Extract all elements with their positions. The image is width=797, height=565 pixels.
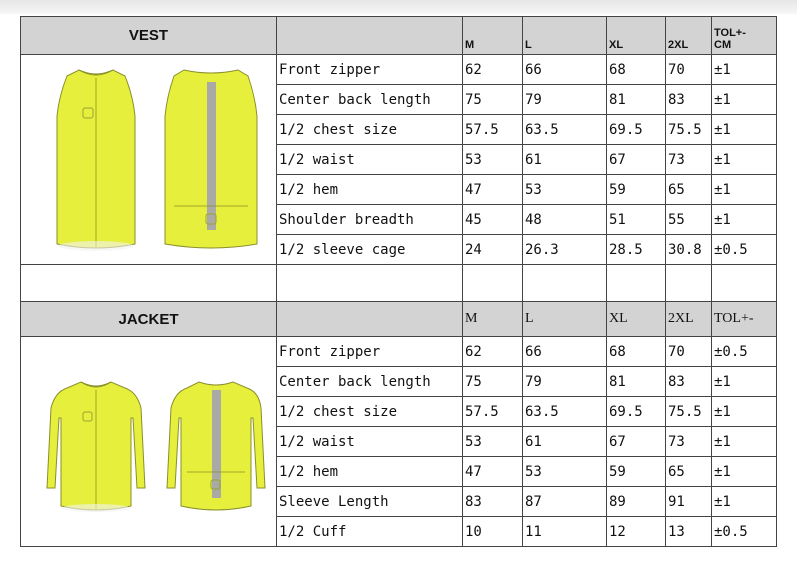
jacket-cell: 10 [463,517,523,547]
vest-col-xl: XL [607,17,666,55]
jacket-col-2xl: 2XL [666,302,712,337]
vest-cell: ±1 [712,85,777,115]
jacket-cell: 91 [666,487,712,517]
jacket-cell: 13 [666,517,712,547]
size-chart-table [20,16,777,547]
jacket-cell: 47 [463,457,523,487]
jacket-col-l: L [523,302,607,337]
vest-cell: ±1 [712,145,777,175]
vest-row-label: 1/2 chest size [277,115,463,145]
vest-cell: ±1 [712,55,777,85]
window-top-bar [0,0,797,14]
vest-col-tol: TOL+- CM [712,17,777,55]
spacer-cell [607,265,666,302]
vest-header-label-cell [277,17,463,55]
jacket-cell: ±1 [712,487,777,517]
jacket-cell: ±1 [712,367,777,397]
jacket-title: JACKET [21,302,277,337]
jacket-cell: 57.5 [463,397,523,427]
vest-cell: 65 [666,175,712,205]
vest-cell: 70 [666,55,712,85]
vest-cell: 59 [607,175,666,205]
vest-cell: 75.5 [666,115,712,145]
jacket-cell: 87 [523,487,607,517]
jacket-row-label: Front zipper [277,337,463,367]
vest-row-label: Shoulder breadth [277,205,463,235]
vest-front-image [57,70,135,251]
jacket-cell: 81 [607,367,666,397]
vest-cell: ±1 [712,205,777,235]
vest-cell: 51 [607,205,666,235]
size-chart-sheet [20,16,777,547]
jacket-col-tol: TOL+- [712,302,777,337]
jacket-cell: 79 [523,367,607,397]
vest-cell: 53 [523,175,607,205]
jacket-cell: ±0.5 [712,517,777,547]
vest-header-row [21,17,777,55]
jacket-cell: 12 [607,517,666,547]
jacket-cell: 70 [666,337,712,367]
jacket-cell: ±1 [712,427,777,457]
jacket-header-row [21,302,777,337]
spacer-cell [277,265,463,302]
vest-back-image [165,70,257,248]
vest-cell: 79 [523,85,607,115]
jacket-row-label: 1/2 hem [277,457,463,487]
vest-col-l: L [523,17,607,55]
jacket-cell: ±0.5 [712,337,777,367]
jacket-illustration [21,338,276,546]
jacket-row [21,337,777,367]
jacket-cell: 75.5 [666,397,712,427]
vest-col-2xl: 2XL [666,17,712,55]
vest-cell: 63.5 [523,115,607,145]
vest-cell: 57.5 [463,115,523,145]
vest-cell: 73 [666,145,712,175]
jacket-cell: ±1 [712,457,777,487]
vest-cell: 28.5 [607,235,666,265]
jacket-cell: 53 [523,457,607,487]
spacer-cell [21,265,277,302]
jacket-row-label: 1/2 waist [277,427,463,457]
jacket-col-m: M [463,302,523,337]
vest-cell: 66 [523,55,607,85]
vest-row-label: Front zipper [277,55,463,85]
spacer-row [21,265,777,302]
jacket-cell: 75 [463,367,523,397]
jacket-cell: 66 [523,337,607,367]
vest-cell: 24 [463,235,523,265]
vest-row-label: 1/2 sleeve cage [277,235,463,265]
jacket-cell: 59 [607,457,666,487]
spacer-cell [463,265,523,302]
spacer-cell [712,265,777,302]
jacket-cell: 83 [666,367,712,397]
spacer-cell [666,265,712,302]
jacket-row-label: Sleeve Length [277,487,463,517]
vest-cell: 45 [463,205,523,235]
vest-cell: 75 [463,85,523,115]
jacket-row-label: Center back length [277,367,463,397]
jacket-cell: 68 [607,337,666,367]
jacket-illustration-cell [21,337,277,547]
vest-illustration [21,56,276,264]
vest-cell: ±1 [712,115,777,145]
jacket-cell: 65 [666,457,712,487]
jacket-cell: 73 [666,427,712,457]
vest-cell: 48 [523,205,607,235]
vest-cell: ±1 [712,175,777,205]
vest-cell: 26.3 [523,235,607,265]
vest-row [21,55,777,85]
vest-row-label: Center back length [277,85,463,115]
jacket-cell: 53 [463,427,523,457]
vest-cell: 61 [523,145,607,175]
jacket-front-image [47,382,145,512]
spacer-cell [523,265,607,302]
vest-cell: 69.5 [607,115,666,145]
vest-cell: 30.8 [666,235,712,265]
jacket-cell: 61 [523,427,607,457]
vest-title: VEST [21,17,277,55]
jacket-cell: ±1 [712,397,777,427]
vest-illustration-cell [21,55,277,265]
jacket-row-label: 1/2 Cuff [277,517,463,547]
jacket-header-label-cell [277,302,463,337]
vest-cell: ±0.5 [712,235,777,265]
vest-row-label: 1/2 hem [277,175,463,205]
jacket-cell: 63.5 [523,397,607,427]
jacket-row-label: 1/2 chest size [277,397,463,427]
jacket-back-image [167,382,265,510]
jacket-cell: 89 [607,487,666,517]
jacket-col-xl: XL [607,302,666,337]
vest-cell: 81 [607,85,666,115]
vest-cell: 55 [666,205,712,235]
vest-cell: 62 [463,55,523,85]
vest-cell: 53 [463,145,523,175]
jacket-cell: 62 [463,337,523,367]
jacket-cell: 83 [463,487,523,517]
vest-cell: 47 [463,175,523,205]
vest-row-label: 1/2 waist [277,145,463,175]
jacket-cell: 11 [523,517,607,547]
vest-col-m: M [463,17,523,55]
vest-cell: 83 [666,85,712,115]
vest-cell: 68 [607,55,666,85]
jacket-cell: 69.5 [607,397,666,427]
jacket-cell: 67 [607,427,666,457]
vest-cell: 67 [607,145,666,175]
